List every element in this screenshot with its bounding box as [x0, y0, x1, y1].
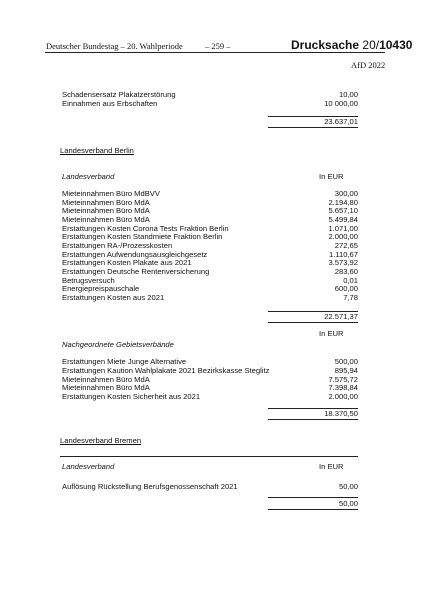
row-value: 50,00 — [338, 482, 358, 491]
header-rule — [45, 52, 385, 53]
row-label: Mieteinnahmen Büro MdA — [62, 198, 150, 207]
row-label: Erstattungen Kosten Standmiete Fraktion Berlin — [62, 232, 223, 241]
row-label: Erstattungen Deutsche Rentenversicherung — [62, 267, 210, 276]
row-label: Erstattungen Miete Junge Alternative — [62, 357, 187, 366]
row-label: Erstattungen Kosten aus 2021 — [62, 293, 165, 302]
row-value: 3.573,92 — [328, 258, 358, 267]
row-value: 0,01 — [343, 276, 358, 285]
doc-number-part1: 20/ — [362, 38, 380, 52]
table-row — [62, 393, 358, 402]
row-value: 2.194,80 — [328, 198, 358, 207]
table-top-rule — [60, 456, 358, 457]
row-label: Auflösung Rückstellung Berufsgenossenschaft 2021 — [62, 482, 238, 491]
doc-prefix: Drucksache — [291, 38, 360, 52]
doc-number-part2: 10430 — [379, 38, 413, 52]
row-value: 283,60 — [334, 267, 358, 276]
total-value: 23.637,01 — [324, 117, 358, 126]
row-label: Mieteinnahmen Büro MdA — [62, 215, 150, 224]
row-label: Energiepreispauschale — [62, 284, 140, 293]
row-label: Erstattungen Kosten Sicherheit aus 2021 — [62, 392, 201, 401]
unit-label: In EUR — [319, 329, 344, 338]
section-title-berlin: Landesverband Berlin — [60, 146, 134, 155]
row-value: 600,00 — [334, 284, 358, 293]
row-value: 1.071,00 — [328, 224, 358, 233]
row-label: Mieteinnahmen Büro MdA — [62, 206, 150, 215]
row-value: 5.657,10 — [328, 206, 358, 215]
subsection-heading: Landesverband — [62, 462, 115, 471]
row-value: 1.110,67 — [329, 250, 358, 259]
row-value: 272,65 — [334, 241, 358, 250]
unit-label: In EUR — [319, 462, 344, 471]
total-value: 50,00 — [338, 499, 358, 508]
row-label: Erstattungen Kosten Plakate aus 2021 — [62, 258, 192, 267]
subsection-heading: Nachgeordnete Gebietsverbände — [62, 340, 174, 349]
row-label: Mieteinnahmen Büro MdBVV — [62, 189, 160, 198]
row-value: 2.000,00 — [328, 392, 358, 401]
header-sub: AfD 2022 — [351, 60, 386, 70]
row-label: Betrugsversuch — [62, 276, 115, 285]
table-row — [62, 100, 358, 109]
subsection-heading: Landesverband — [62, 172, 115, 181]
total-rule — [268, 419, 358, 420]
row-value: 5.499,84 — [328, 215, 358, 224]
header-doc-number — [291, 38, 412, 52]
unit-label: In EUR — [319, 172, 344, 181]
total-value: 22.571,37 — [324, 312, 358, 321]
header-parliament: Deutscher Bundestag – 20. Wahlperiode — [46, 41, 183, 51]
row-value: 7.398,84 — [328, 383, 358, 392]
total-rule — [268, 127, 358, 128]
row-value: 7,78 — [343, 293, 358, 302]
row-value: 10 000,00 — [324, 99, 358, 108]
row-label: Erstattungen Kosten Corona Tests Fraktion Berlin — [62, 224, 229, 233]
row-label: Schadensersatz Plakatzerstörung — [62, 90, 176, 99]
table-row — [62, 483, 358, 492]
row-value: 500,00 — [334, 357, 358, 366]
row-value: 10,00 — [338, 90, 358, 99]
row-label: Mieteinnahmen Büro MdA — [62, 383, 150, 392]
row-label: Mieteinnahmen Büro MdA — [62, 375, 150, 384]
total-value: 18.370,50 — [324, 409, 358, 418]
row-label: Einnahmen aus Erbschaften — [62, 99, 158, 108]
row-label: Erstattungen RA-/Prozesskosten — [62, 241, 173, 250]
row-label: Erstattungen Kaution Wahlplakate 2021 Bezirkskasse Steglitz — [62, 366, 270, 375]
row-value: 7.575,72 — [328, 375, 358, 384]
row-value: 2.000,00 — [328, 232, 358, 241]
row-label: Erstattungen Aufwendungsausgleichgesetz — [62, 250, 208, 259]
row-value: 300,00 — [334, 189, 358, 198]
total-rule — [268, 497, 358, 498]
table-row — [62, 294, 358, 303]
row-value: 895,94 — [334, 366, 358, 375]
section-title-bremen: Landesverband Bremen — [60, 436, 142, 445]
total-rule — [268, 509, 358, 510]
total-rule — [268, 322, 358, 323]
header-page-number: – 259 – — [205, 41, 231, 51]
